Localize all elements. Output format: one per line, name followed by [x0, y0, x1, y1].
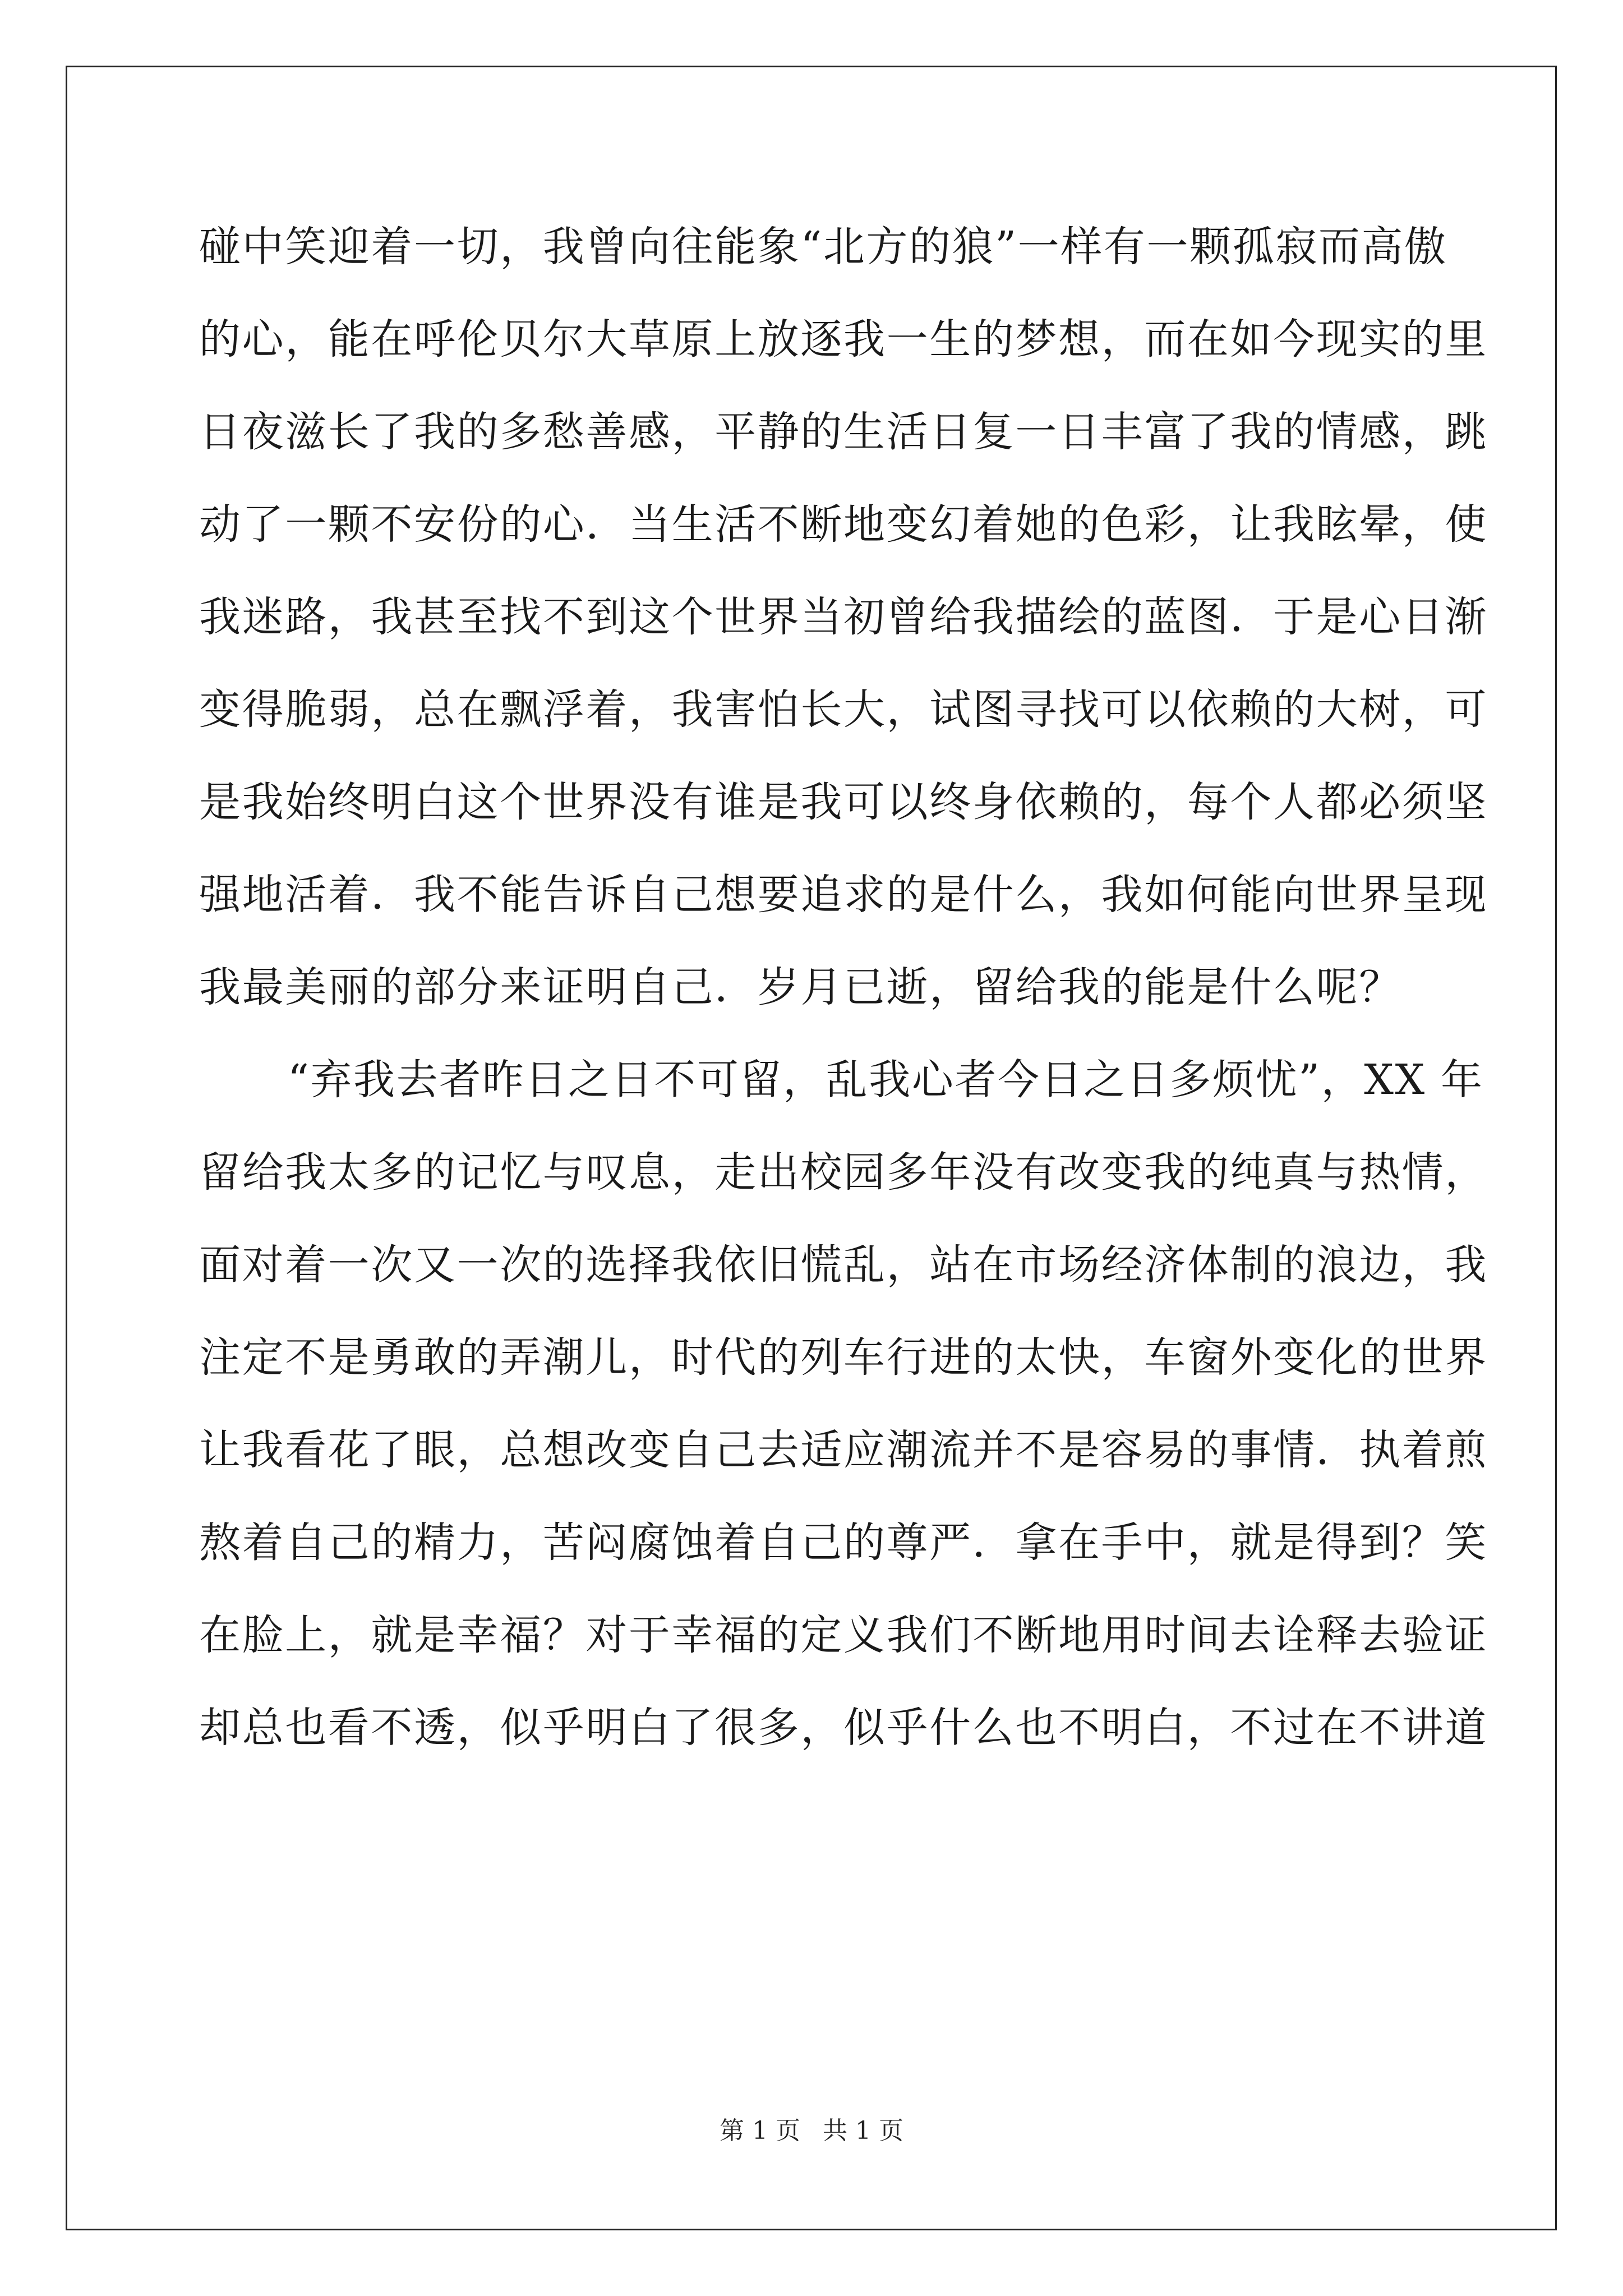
text-line: 是我始终明白这个世界没有谁是我可以终身依赖的，每个人都必须坚: [199, 778, 1488, 826]
text-line: 我迷路，我甚至找不到这个世界当初曾给我描绘的蓝图．于是心日渐: [199, 593, 1488, 641]
text-line: 碰中笑迎着一切，我曾向往能象“北方的狼”一样有一颗孤寂而高傲: [199, 223, 1447, 271]
paragraph-start-line: “弃我去者昨日之日不可留，乱我心者今日之日多烦忧”，XX 年: [288, 1056, 1484, 1104]
text-line: 变得脆弱，总在飘浮着，我害怕长大，试图寻找可以依赖的大树，可: [199, 685, 1488, 734]
text-line: 的心，能在呼伦贝尔大草原上放逐我一生的梦想，而在如今现实的里: [199, 315, 1488, 364]
text-line: 面对着一次又一次的选择我依旧慌乱，站在市场经济体制的浪边，我: [199, 1241, 1488, 1289]
text-line: 留给我太多的记忆与叹息，走出校园多年没有改变我的纯真与热情，: [199, 1148, 1488, 1197]
text-line: 我最美丽的部分来证明自己．岁月已逝，留给我的能是什么呢？: [199, 963, 1402, 1011]
text-line: 动了一颗不安份的心．当生活不断地变幻着她的色彩，让我眩晕，使: [199, 500, 1488, 549]
text-line: 强地活着．我不能告诉自己想要追求的是什么，我如何能向世界呈现: [199, 871, 1488, 919]
text-line: 注定不是勇敢的弄潮儿，时代的列车行进的太快，车窗外变化的世界: [199, 1333, 1488, 1382]
page-footer: [0, 2114, 1623, 2148]
page-total: 共 1 页: [823, 2116, 903, 2145]
text-line: 让我看花了眼，总想改变自己去适应潮流并不是容易的事情．执着煎: [199, 1426, 1488, 1474]
body-text: [199, 213, 1488, 1787]
page-number: 第 1 页: [720, 2116, 800, 2145]
text-line: 却总也看不透，似乎明白了很多，似乎什么也不明白，不过在不讲道: [199, 1704, 1488, 1752]
text-line: 日夜滋长了我的多愁善感，平静的生活日复一日丰富了我的情感，跳: [199, 408, 1488, 456]
text-line: 熬着自己的精力，苦闷腐蚀着自己的尊严．拿在手中，就是得到？笑: [199, 1519, 1488, 1567]
text-line: 在脸上，就是幸福？对于幸福的定义我们不断地用时间去诠释去验证: [199, 1611, 1488, 1659]
